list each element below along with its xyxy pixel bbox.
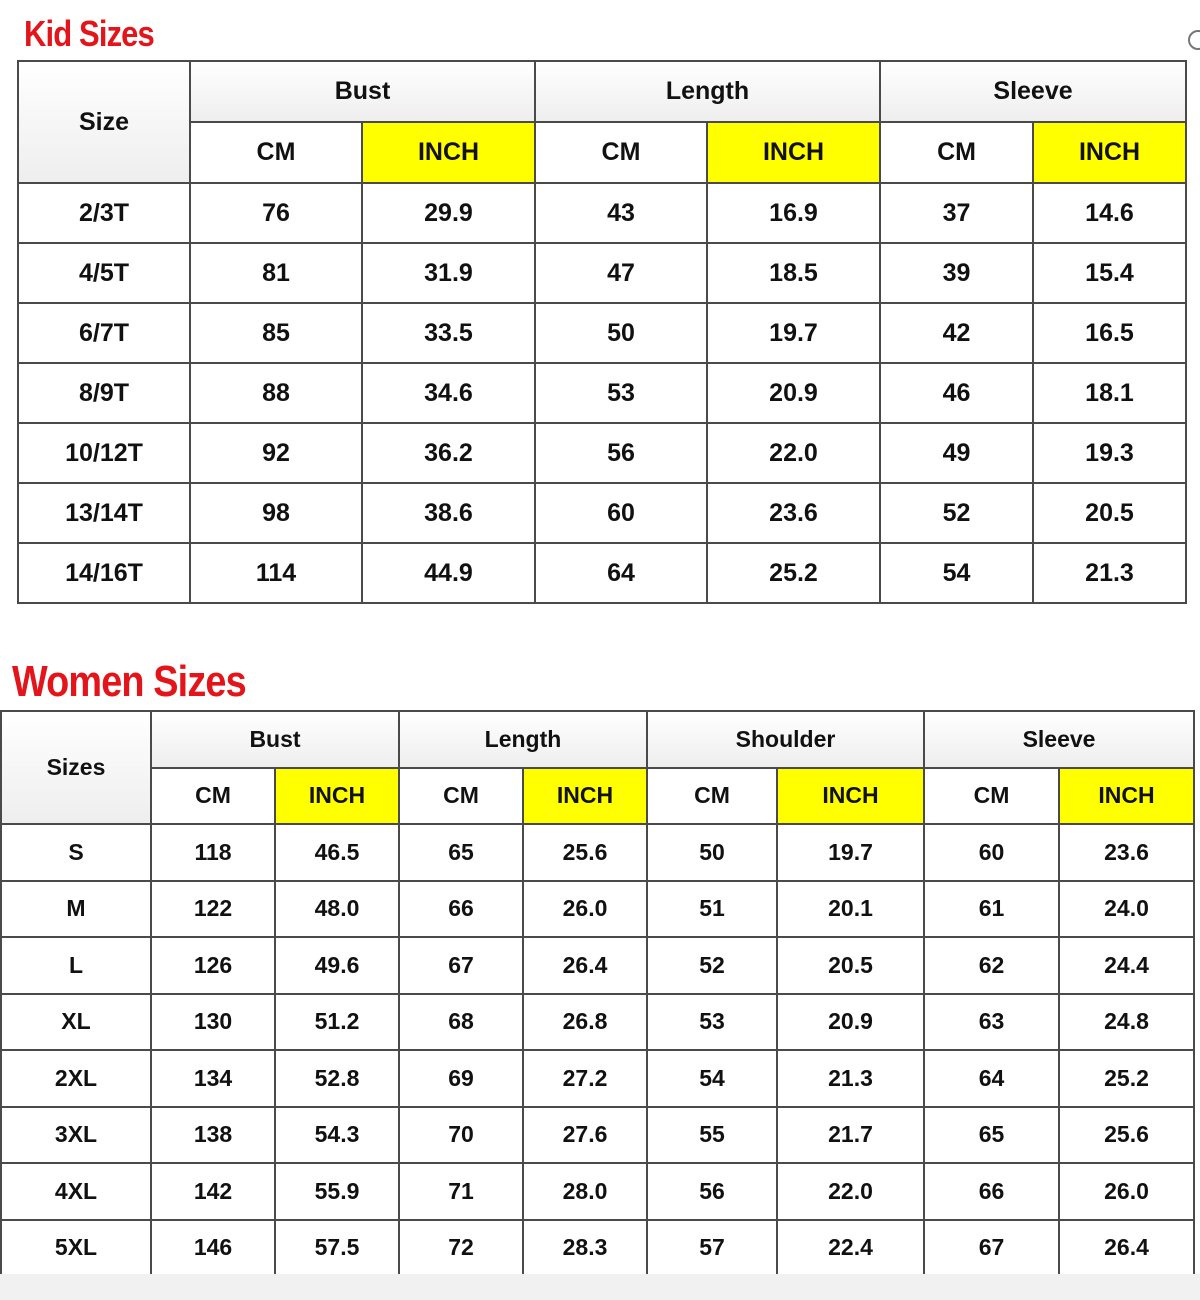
measurement-cell: 31.9: [362, 243, 535, 303]
table-row: [1, 1050, 1194, 1107]
table-row: [1, 824, 1194, 881]
size-cell: 5XL: [1, 1220, 151, 1277]
table-row: [18, 243, 1186, 303]
measurement-cell: 68: [399, 994, 523, 1051]
measurement-cell: 67: [399, 937, 523, 994]
women-sizes-title: Women Sizes: [12, 657, 246, 706]
women-shoulder-cm-header: CM: [647, 768, 777, 825]
measurement-cell: 72: [399, 1220, 523, 1277]
measurement-cell: 22.0: [707, 423, 880, 483]
measurement-cell: 70: [399, 1107, 523, 1164]
measurement-cell: 15.4: [1033, 243, 1186, 303]
measurement-cell: 55.9: [275, 1163, 399, 1220]
table-row: [1, 1220, 1194, 1277]
women-group-header-row: [1, 711, 1194, 768]
women-shoulder-header: Shoulder: [647, 711, 924, 768]
women-sleeve-inch-header: INCH: [1059, 768, 1194, 825]
size-cell: 8/9T: [18, 363, 190, 423]
measurement-cell: 51.2: [275, 994, 399, 1051]
measurement-cell: 25.2: [707, 543, 880, 603]
women-sleeve-header: Sleeve: [924, 711, 1194, 768]
measurement-cell: 21.3: [777, 1050, 924, 1107]
measurement-cell: 24.8: [1059, 994, 1194, 1051]
measurement-cell: 49.6: [275, 937, 399, 994]
measurement-cell: 48.0: [275, 881, 399, 938]
measurement-cell: 24.0: [1059, 881, 1194, 938]
table-row: [1, 1163, 1194, 1220]
kid-length-header: Length: [535, 61, 880, 122]
kid-bust-cm-header: CM: [190, 122, 362, 183]
measurement-cell: 26.4: [1059, 1220, 1194, 1277]
size-cell: 10/12T: [18, 423, 190, 483]
women-table-body: [1, 824, 1194, 1276]
measurement-cell: 134: [151, 1050, 275, 1107]
measurement-cell: 20.1: [777, 881, 924, 938]
measurement-cell: 26.0: [1059, 1163, 1194, 1220]
women-bust-header: Bust: [151, 711, 399, 768]
measurement-cell: 76: [190, 183, 362, 243]
size-cell: 2/3T: [18, 183, 190, 243]
kid-table-body: [18, 183, 1186, 603]
measurement-cell: 55: [647, 1107, 777, 1164]
measurement-cell: 64: [535, 543, 707, 603]
kid-group-header-row: [18, 61, 1186, 122]
measurement-cell: 37: [880, 183, 1033, 243]
table-row: [1, 937, 1194, 994]
measurement-cell: 38.6: [362, 483, 535, 543]
measurement-cell: 50: [535, 303, 707, 363]
measurement-cell: 14.6: [1033, 183, 1186, 243]
kid-sleeve-inch-header: INCH: [1033, 122, 1186, 183]
women-size-header: Sizes: [1, 711, 151, 824]
measurement-cell: 22.0: [777, 1163, 924, 1220]
measurement-cell: 47: [535, 243, 707, 303]
measurement-cell: 26.8: [523, 994, 647, 1051]
table-row: [18, 183, 1186, 243]
measurement-cell: 44.9: [362, 543, 535, 603]
measurement-cell: 34.6: [362, 363, 535, 423]
size-cell: 14/16T: [18, 543, 190, 603]
women-unit-header-row: [1, 768, 1194, 825]
measurement-cell: 63: [924, 994, 1059, 1051]
women-size-table: [0, 710, 1195, 1277]
bottom-divider: [0, 1274, 1200, 1300]
measurement-cell: 49: [880, 423, 1033, 483]
size-cell: 4/5T: [18, 243, 190, 303]
kid-length-inch-header: INCH: [707, 122, 880, 183]
size-cell: 4XL: [1, 1163, 151, 1220]
measurement-cell: 98: [190, 483, 362, 543]
measurement-cell: 54: [647, 1050, 777, 1107]
measurement-cell: 21.7: [777, 1107, 924, 1164]
measurement-cell: 27.6: [523, 1107, 647, 1164]
measurement-cell: 52.8: [275, 1050, 399, 1107]
measurement-cell: 66: [399, 881, 523, 938]
measurement-cell: 19.3: [1033, 423, 1186, 483]
measurement-cell: 146: [151, 1220, 275, 1277]
measurement-cell: 20.9: [707, 363, 880, 423]
measurement-cell: 57.5: [275, 1220, 399, 1277]
measurement-cell: 39: [880, 243, 1033, 303]
measurement-cell: 61: [924, 881, 1059, 938]
measurement-cell: 18.5: [707, 243, 880, 303]
measurement-cell: 46: [880, 363, 1033, 423]
measurement-cell: 33.5: [362, 303, 535, 363]
measurement-cell: 19.7: [777, 824, 924, 881]
measurement-cell: 65: [924, 1107, 1059, 1164]
measurement-cell: 25.6: [1059, 1107, 1194, 1164]
measurement-cell: 114: [190, 543, 362, 603]
measurement-cell: 88: [190, 363, 362, 423]
measurement-cell: 26.4: [523, 937, 647, 994]
measurement-cell: 53: [535, 363, 707, 423]
measurement-cell: 23.6: [1059, 824, 1194, 881]
measurement-cell: 27.2: [523, 1050, 647, 1107]
measurement-cell: 26.0: [523, 881, 647, 938]
measurement-cell: 54: [880, 543, 1033, 603]
measurement-cell: 142: [151, 1163, 275, 1220]
measurement-cell: 65: [399, 824, 523, 881]
measurement-cell: 118: [151, 824, 275, 881]
kid-unit-header-row: [18, 122, 1186, 183]
women-length-inch-header: INCH: [523, 768, 647, 825]
women-sleeve-cm-header: CM: [924, 768, 1059, 825]
size-cell: 2XL: [1, 1050, 151, 1107]
size-cell: XL: [1, 994, 151, 1051]
measurement-cell: 36.2: [362, 423, 535, 483]
measurement-cell: 25.6: [523, 824, 647, 881]
measurement-cell: 81: [190, 243, 362, 303]
measurement-cell: 25.2: [1059, 1050, 1194, 1107]
measurement-cell: 71: [399, 1163, 523, 1220]
measurement-cell: 69: [399, 1050, 523, 1107]
measurement-cell: 54.3: [275, 1107, 399, 1164]
measurement-cell: 20.9: [777, 994, 924, 1051]
measurement-cell: 43: [535, 183, 707, 243]
measurement-cell: 52: [647, 937, 777, 994]
women-shoulder-inch-header: INCH: [777, 768, 924, 825]
kid-length-cm-header: CM: [535, 122, 707, 183]
measurement-cell: 50: [647, 824, 777, 881]
size-cell: S: [1, 824, 151, 881]
measurement-cell: 16.5: [1033, 303, 1186, 363]
measurement-cell: 57: [647, 1220, 777, 1277]
measurement-cell: 29.9: [362, 183, 535, 243]
measurement-cell: 20.5: [1033, 483, 1186, 543]
measurement-cell: 92: [190, 423, 362, 483]
measurement-cell: 46.5: [275, 824, 399, 881]
measurement-cell: 60: [924, 824, 1059, 881]
table-row: [18, 483, 1186, 543]
measurement-cell: 56: [535, 423, 707, 483]
measurement-cell: 56: [647, 1163, 777, 1220]
size-cell: 13/14T: [18, 483, 190, 543]
table-row: [18, 543, 1186, 603]
kid-bust-inch-header: INCH: [362, 122, 535, 183]
measurement-cell: 138: [151, 1107, 275, 1164]
measurement-cell: 62: [924, 937, 1059, 994]
size-cell: M: [1, 881, 151, 938]
women-bust-cm-header: CM: [151, 768, 275, 825]
measurement-cell: 23.6: [707, 483, 880, 543]
measurement-cell: 130: [151, 994, 275, 1051]
table-row: [18, 423, 1186, 483]
kid-sleeve-cm-header: CM: [880, 122, 1033, 183]
table-row: [1, 1107, 1194, 1164]
measurement-cell: 85: [190, 303, 362, 363]
measurement-cell: 126: [151, 937, 275, 994]
measurement-cell: 18.1: [1033, 363, 1186, 423]
kid-sizes-title: Kid Sizes: [24, 13, 154, 54]
measurement-cell: 24.4: [1059, 937, 1194, 994]
measurement-cell: 19.7: [707, 303, 880, 363]
measurement-cell: 42: [880, 303, 1033, 363]
measurement-cell: 53: [647, 994, 777, 1051]
kid-size-header: Size: [18, 61, 190, 183]
measurement-cell: 60: [535, 483, 707, 543]
measurement-cell: 22.4: [777, 1220, 924, 1277]
size-cell: 3XL: [1, 1107, 151, 1164]
table-row: [1, 881, 1194, 938]
table-row: [18, 363, 1186, 423]
measurement-cell: 52: [880, 483, 1033, 543]
measurement-cell: 51: [647, 881, 777, 938]
kid-sleeve-header: Sleeve: [880, 61, 1186, 122]
measurement-cell: 67: [924, 1220, 1059, 1277]
measurement-cell: 28.0: [523, 1163, 647, 1220]
measurement-cell: 66: [924, 1163, 1059, 1220]
measurement-cell: 20.5: [777, 937, 924, 994]
measurement-cell: 16.9: [707, 183, 880, 243]
measurement-cell: 122: [151, 881, 275, 938]
measurement-cell: 21.3: [1033, 543, 1186, 603]
table-row: [1, 994, 1194, 1051]
table-row: [18, 303, 1186, 363]
size-cell: L: [1, 937, 151, 994]
size-cell: 6/7T: [18, 303, 190, 363]
women-length-header: Length: [399, 711, 647, 768]
zoom-icon[interactable]: [1188, 30, 1200, 50]
women-length-cm-header: CM: [399, 768, 523, 825]
measurement-cell: 28.3: [523, 1220, 647, 1277]
kid-size-table: [17, 60, 1187, 604]
women-bust-inch-header: INCH: [275, 768, 399, 825]
measurement-cell: 64: [924, 1050, 1059, 1107]
kid-bust-header: Bust: [190, 61, 535, 122]
